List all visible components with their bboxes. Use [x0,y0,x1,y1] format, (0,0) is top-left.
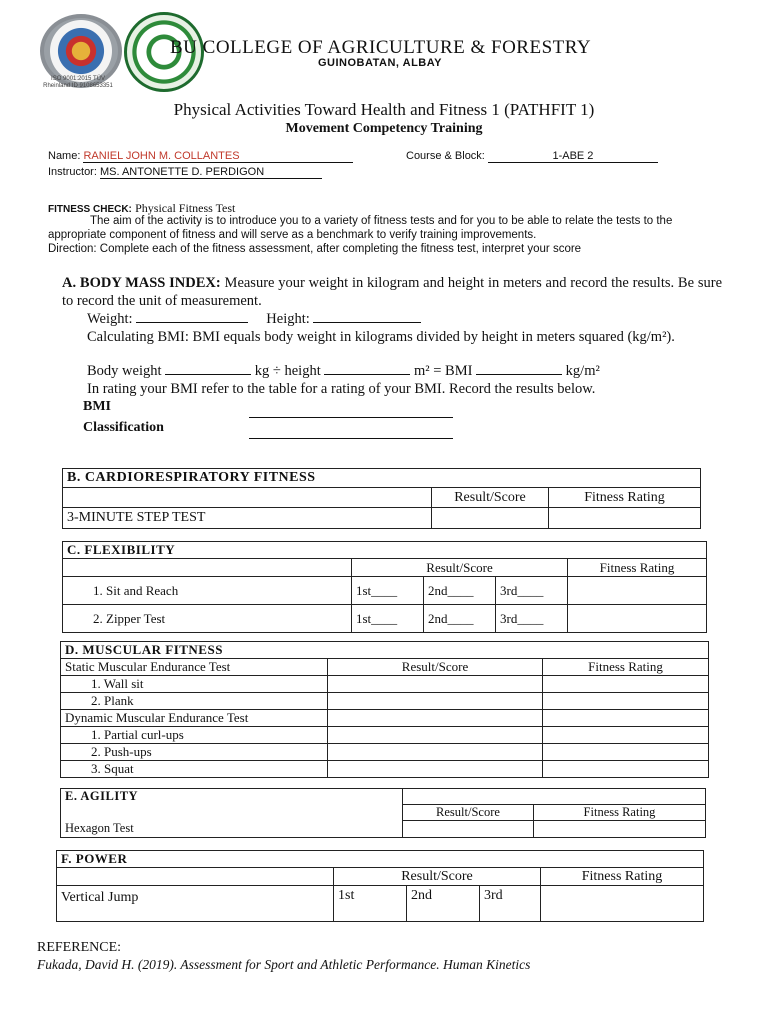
flex-2-trial-3[interactable]: 3rd____ [496,605,568,633]
classification-input[interactable] [249,438,453,439]
cardio-rating-header: Fitness Rating [549,488,701,508]
flex-2-trial-1[interactable]: 1st____ [352,605,424,633]
agility-result-cell[interactable] [403,820,534,837]
direction-paragraph: Direction: Complete each of the fitness assessment, after completing the fitness test, interpret your score [48,243,582,255]
trial-2-label: 2nd [428,582,448,598]
instructor-value: MS. ANTONETTE D. PERDIGON [99,166,265,178]
agility-top-blank [403,789,534,805]
trial-2-label: 2nd [411,888,432,903]
reference-label: REFERENCE: [37,940,122,955]
aim-paragraph: The aim of the activity is to introduce you to a variety of fitness tests and for you to be able to relate the tests to the appropriate component of fitness and will serve as a benchmark to verify training improvements. [48,215,673,241]
instructor-label: Instructor: [48,166,97,178]
agility-heading: E. AGILITY [61,789,403,805]
power-blank-cell [57,868,334,886]
agility-rating-header: Fitness Rating [534,804,706,820]
college-title: BU COLLEGE OF AGRICULTURE & FORESTRY [170,37,592,58]
power-result-header: Result/Score [334,868,541,886]
flex-1-rating[interactable] [568,577,707,605]
flex-1-trial-2[interactable]: 2nd____ [424,577,496,605]
name-label: Name: [48,150,81,162]
muscular-rating-header: Fitness Rating [543,659,709,676]
trial-1-label: 1st [356,610,372,626]
wall-sit-rating[interactable] [543,676,709,693]
cardio-heading: B. CARDIORESPIRATORY FITNESS [63,469,701,488]
dynamic-result-blank [328,710,543,727]
trial-3-label: 3rd [484,888,503,903]
bmi-instruction: Measure your weight in kilogram and height in meters and record the results. Be sure to record the unit of measurement. [62,275,722,309]
push-ups-result[interactable] [328,744,543,761]
dynamic-item-1: 1. Partial curl-ups [61,727,328,744]
cardio-blank-cell [63,488,432,508]
flex-item-1: 1. Sit and Reach [63,577,352,605]
trial-3-label: 3rd [500,582,518,598]
dynamic-test-label: Dynamic Muscular Endurance Test [61,710,328,727]
curl-ups-result[interactable] [328,727,543,744]
fitness-check-label: FITNESS CHECK: [48,204,132,215]
bmi-formula-input[interactable] [476,374,562,375]
trial-2-label: 2nd [428,610,448,626]
cardio-rating-cell[interactable] [549,508,701,529]
flex-item-2: 2. Zipper Test [63,605,352,633]
bmi-heading: A. BODY MASS INDEX: [62,275,221,291]
college-location: GUINOBATAN, ALBAY [318,57,442,69]
wall-sit-result[interactable] [328,676,543,693]
trial-1-label: 1st [338,888,355,903]
agility-test-name: Hexagon Test [61,820,403,837]
course-row [406,150,658,163]
height-label: Height: [266,311,310,327]
power-rating-cell[interactable] [541,886,704,922]
cardio-result-cell[interactable] [432,508,549,529]
power-trial-2[interactable] [407,886,480,922]
plank-rating[interactable] [543,693,709,710]
height-formula-input[interactable] [324,374,410,375]
muscular-table [60,641,709,778]
power-test-name: Vertical Jump [57,886,334,922]
muscular-result-header: Result/Score [328,659,543,676]
bmi-formula-row [87,362,747,380]
trial-3-label: 3rd [500,610,518,626]
static-test-label: Static Muscular Endurance Test [61,659,328,676]
agility-top-blank-2 [534,789,706,805]
flexibility-heading: C. FLEXIBILITY [63,542,707,559]
bmi-calc-text: Calculating BMI: BMI equals body weight in kilograms divided by height in meters squared (kg/m²). [87,329,675,345]
cardio-result-header: Result/Score [432,488,549,508]
push-ups-rating[interactable] [543,744,709,761]
power-trial-1[interactable] [334,886,407,922]
body-weight-label: Body weight [87,363,162,379]
fitness-check-value: Physical Fitness Test [135,201,236,215]
static-item-1: 1. Wall sit [61,676,328,693]
flex-1-trial-3[interactable]: 3rd____ [496,577,568,605]
iso-certification-caption: ISO 9001:2015 TÜV Rheinland ID 9108653351 [43,76,113,89]
bmi-rating-text: In rating your BMI refer to the table for a rating of your BMI. Record the results below. [87,381,596,397]
classification-label: Classification [83,420,164,435]
cardio-table [62,468,701,529]
power-heading: F. POWER [57,851,704,868]
dynamic-item-3: 3. Squat [61,761,328,778]
weight-height-row [87,310,747,328]
agility-blank-cell [61,804,403,820]
agility-result-header: Result/Score [403,804,534,820]
power-rating-header: Fitness Rating [541,868,704,886]
bmi-intro [62,274,722,310]
course-value: 1-ABE 2 [552,150,594,162]
trial-1-label: 1st [356,582,372,598]
bmi-label: BMI [83,399,111,414]
name-row [48,150,353,163]
plank-result[interactable] [328,693,543,710]
agility-rating-cell[interactable] [534,820,706,837]
flex-result-header: Result/Score [352,559,568,577]
bmi-result-input[interactable] [249,417,453,418]
static-item-2: 2. Plank [61,693,328,710]
weight-input[interactable] [136,322,248,323]
name-value: RANIEL JOHN M. COLLANTES [83,150,240,162]
kgm2-label: kg/m² [565,363,600,379]
curl-ups-rating[interactable] [543,727,709,744]
agility-table [60,788,706,838]
flex-2-rating[interactable] [568,605,707,633]
instructor-row [48,166,322,179]
muscular-heading: D. MUSCULAR FITNESS [61,642,709,659]
weight-label: Weight: [87,311,133,327]
squat-rating[interactable] [543,761,709,778]
height-input[interactable] [313,322,421,323]
dynamic-item-2: 2. Push-ups [61,744,328,761]
flex-1-trial-1[interactable]: 1st____ [352,577,424,605]
course-title: Physical Activities Toward Health and Fitness 1 (PATHFIT 1) [173,100,595,119]
course-field[interactable] [488,150,658,163]
squat-result[interactable] [328,761,543,778]
flex-2-trial-2[interactable]: 2nd____ [424,605,496,633]
course-subtitle: Movement Competency Training [285,121,483,136]
reference-citation: Fukada, David H. (2019). Assessment for Sport and Athletic Performance. Human Kinetics [37,957,531,972]
flex-blank-cell [63,559,352,577]
name-field[interactable] [83,150,353,163]
flex-rating-header: Fitness Rating [568,559,707,577]
power-trial-3[interactable] [480,886,541,922]
cardio-test-name: 3-MINUTE STEP TEST [63,508,432,529]
course-label: Course & Block: [406,150,485,162]
power-table [56,850,704,922]
body-weight-input[interactable] [165,374,251,375]
kg-height-label: kg ÷ height [254,363,321,379]
flexibility-table [62,541,707,633]
dynamic-rating-blank [543,710,709,727]
instructor-field[interactable] [100,166,322,179]
m2-bmi-label: m² = BMI [413,363,473,379]
